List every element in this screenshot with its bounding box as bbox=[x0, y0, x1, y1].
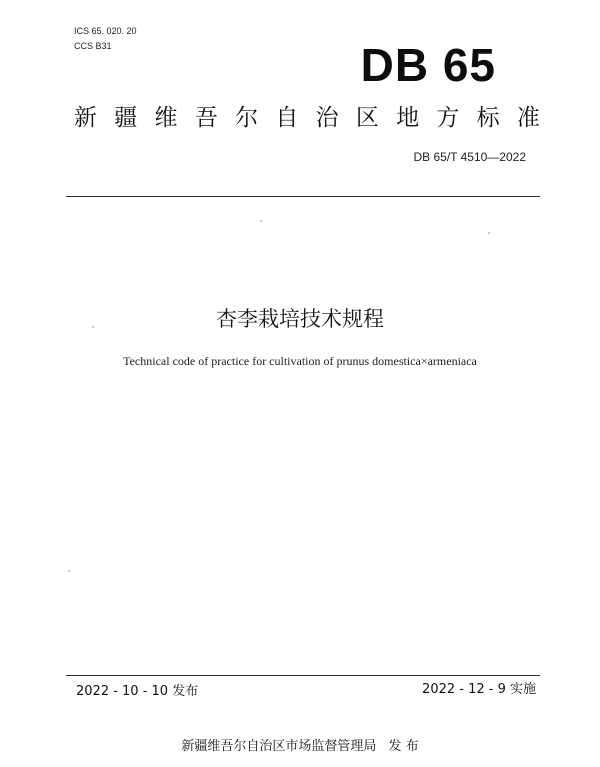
authority-char: 新 bbox=[74, 105, 97, 131]
top-divider bbox=[66, 196, 540, 197]
db-logo: DB 65 bbox=[360, 39, 496, 91]
issue-date: 2022 - 10 - 10 发布 bbox=[76, 684, 199, 699]
authority-char: 自 bbox=[275, 105, 299, 131]
document-title-english: Technical code of practice for cultivation of prunus domestica×armeniaca bbox=[123, 354, 477, 368]
standard-number: DB 65/T 4510—2022 bbox=[413, 150, 526, 164]
authority-char: 吾 bbox=[194, 105, 218, 131]
document-title-chinese: 杏李栽培技术规程 bbox=[216, 307, 384, 331]
issuing-authority-heading bbox=[74, 102, 540, 134]
authority-char: 准 bbox=[516, 105, 540, 131]
scan-speck bbox=[488, 232, 490, 234]
authority-char: 方 bbox=[436, 105, 460, 131]
scan-speck bbox=[68, 570, 70, 572]
authority-char: 标 bbox=[476, 105, 500, 131]
scan-speck bbox=[92, 326, 94, 328]
classification-codes bbox=[74, 24, 137, 54]
authority-char: 区 bbox=[355, 105, 379, 131]
authority-char: 地 bbox=[396, 105, 420, 131]
implementation-date: 2022 - 12 - 9 实施 bbox=[422, 682, 536, 697]
publisher-name: 新疆维吾尔自治区市场监督管理局 bbox=[181, 739, 377, 754]
publish-action: 发 布 bbox=[388, 739, 419, 754]
authority-char: 疆 bbox=[114, 105, 138, 131]
publisher-line bbox=[0, 735, 600, 754]
authority-char: 尔 bbox=[235, 105, 259, 131]
ics-code: ICS 65. 020. 20 bbox=[74, 26, 137, 36]
authority-char: 治 bbox=[315, 105, 339, 131]
authority-char: 维 bbox=[154, 105, 178, 131]
ccs-code: CCS B31 bbox=[74, 41, 112, 51]
bottom-divider bbox=[66, 675, 540, 676]
scan-speck bbox=[260, 220, 262, 222]
